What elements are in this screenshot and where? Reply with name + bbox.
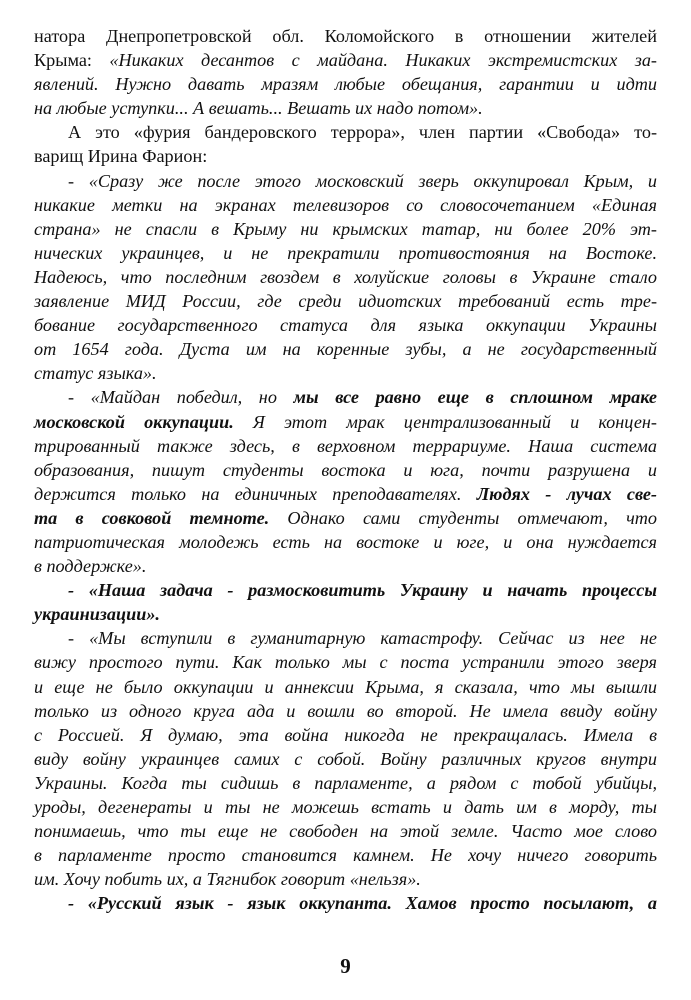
text-line: Надеюсь, что последним гвоздем в холуйские головы в Украине стало [34,266,657,287]
text-line: заявление МИД России, где среди идиотских требований есть тре- [34,291,657,312]
text-line: - «Мы вступили в гуманитарную катастрофу. Сейчас из нее не [68,628,657,649]
text-line: в парламенте просто становится камнем. Не хочу ничего говорить [34,845,657,866]
text-line: и еще не было оккупации и аннексии Крыма, я сказала, что мы вышли [34,676,657,697]
text-line: понимаешь, что ты еще не свободен на этой земле. Часто мое слово [34,821,657,842]
text-line: страна» не спасли в Крыму ни крымских татар, ни более 20% эт- [34,218,657,239]
text-line: явлений. Нужно давать мразям любые обещания, гарантии и идти [34,74,657,95]
text-line: вижу простого пути. Как только мы с поста устранили этого зверя [34,652,657,673]
text-line: бование государственного статуса для языка оккупации Украины [34,315,657,336]
text-line: варищ Ирина Фарион: [34,146,208,167]
text-line: - «Сразу же после этого московский зверь оккупировал Крым, и [68,170,657,191]
text-line: в поддержке». [34,556,147,577]
text-line: статус языка». [34,363,157,384]
text-line: с Россией. Я думаю, эта война никогда не прекращалась. Имела в [34,724,657,745]
text-line: виду войну украинцев самих с собой. Войну различных кругов внутри [34,748,657,769]
text-line: нических украинцев, и не прекратили противостояния на Востоке. [34,242,657,263]
text-line: та в совковой темноте. Однако сами студенты отмечают, что [34,507,657,528]
text-line: от 1654 года. Дуста им на коренные зубы, а не государственный [34,339,657,360]
page-body [34,24,657,915]
text-line: - «Русский язык - язык оккупанта. Хамов просто посылают, а [68,893,657,914]
text-line: только из одного круга ада и вошли во второй. Не имела ввиду войну [34,700,657,721]
text-line: А это «фурия бандеровского террора», член партии «Свобода» то- [68,122,657,143]
text-line: на любые уступки... А вешать... Вешать их надо потом». [34,98,483,119]
text-line: уроды, дегенераты и ты не можешь встать и дать им в морду, ты [34,797,657,817]
text-line: никакие метки на экранах телевизоров со словосочетанием «Единая [34,194,657,215]
text-line: украинизации». [34,604,160,625]
text-line: - «Наша задача - размосковитить Украину и начать процессы [68,580,657,601]
text-line: Украины. Когда ты сидишь в парламенте, а рядом с тобой убийцы, [34,772,657,793]
text-line: натора Днепропетровской обл. Коломойского в отношении жителей [34,26,657,46]
text-line: патриотическая молодежь есть на востоке и юге, и она нуждается [34,531,657,552]
text-line: - «Майдан победил, но мы все равно еще в сплошном мраке [68,387,657,408]
text-line: московской оккупации. Я этот мрак централизованный и концен- [34,411,657,432]
text-line: трированный также здесь, в верховном террариуме. Наша система [34,435,657,456]
text-line: Крыма: «Никаких десантов с майдана. Никаких экстремистских за- [34,50,657,71]
text-line: держится только на единичных преподавателях. Людях - лучах све- [34,483,657,504]
text-line: им. Хочу побить их, а Тягнибок говорит «нельзя». [34,869,421,890]
page-number: 9 [340,954,351,978]
text-line: образования, пишут студенты востока и юга, почти разрушена и [34,459,657,480]
